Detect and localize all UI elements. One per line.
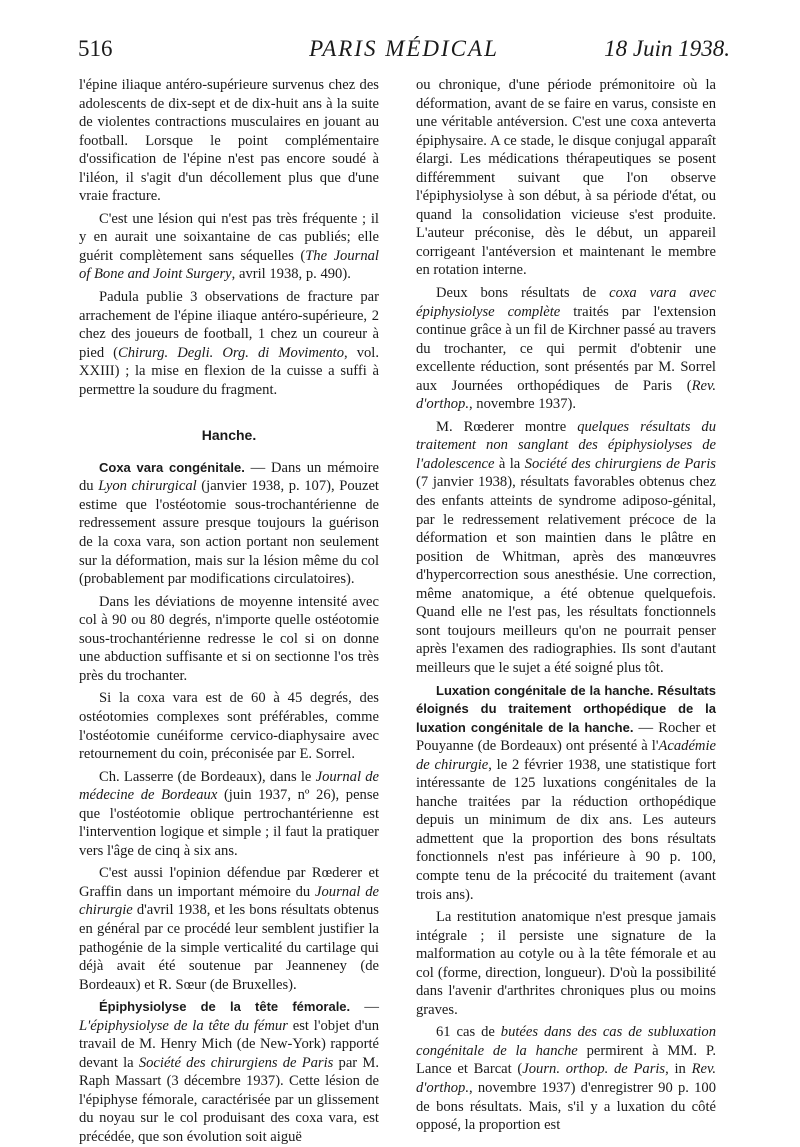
subsection-heading: Coxa vara congénitale.: [99, 459, 245, 475]
paragraph: Si la coxa vara est de 60 à 45 degrés, des ostéotomies complexes sont préférables, comme l'ostéotomie cunéiforme cervico-diaphysaire avec retournement du coin, préconisée par E. Sorrel.: [79, 690, 379, 763]
paragraph: 61 cas de butées dans des cas de subluxation congénitale de la hanche permirent à MM. P. Lance et Barcat (Journ. orthop. de Paris, in Rev. d'orthop., novembre 1937) d'enregistrer 90 p. 100 de bons résultats. Mais, s'il y a luxation du côté opposé, la proportion est: [416, 1024, 716, 1134]
paragraph: C'est aussi l'opinion défendue par Rœderer et Graffin dans un important mémoire du Journal de chirurgie d'avril 1938, et les bons résultats obtenus en général par ce procédé leur semblent justifier la pathogénie de la simple verticalité du cartilage qui déjà avait été soutenue par Jeanneney (de Bordeaux) et R. Sœur (de Bruxelles).: [79, 865, 380, 993]
paragraph: M. Rœderer montre quelques résultats du traitement non sanglant des épiphysiolyses de l'adolescence à la Société des chirurgiens de Paris (7 janvier 1938), résultats favorables obtenus chez des enfants atteints de syndrome adiposo-génital, par le redressement relativement précoce de la déformation et son maintien dans le plâtre en position de Whitman, après des manœuvres d'hypercorrection sous anesthésie. Une correction, même anatomique, a été obtenue quelquefois. Quand elle ne l'est pas, les résultats fonctionnels sont toujours meilleurs qu'on ne pourrait penser après l'examen des radiographies. Ils sont d'autant meilleurs que le sujet a été soigné plus tôt.: [416, 418, 716, 676]
subsection-heading: Épiphysiolyse de la tête fémorale.: [99, 999, 351, 1015]
paragraph: Padula publie 3 observations de fracture par arrachement de l'épine iliaque antéro-supérieure, 2 chez des joueurs de football, 1 chez un coureur à pied (Chirurg. Degli. Org. di Movimento, vol. XXIII) ; la mise en flexion de la cuisse a suffi à permettre la soudure du fragment.: [79, 289, 380, 398]
paragraph: Dans les déviations de moyenne intensité avec col à 90 ou 80 degrés, n'importe quelle ostéotomie sous-trochantérienne redresse le col si on donne une abduction suffisante et si on sectionne l'os très près du trochanter.: [79, 593, 379, 684]
subsection-heading: Luxation congénitale de la hanche. Résultats éloignés du traitement orthopédique de la luxation congénitale de la hanche.: [416, 682, 716, 735]
paragraph: l'épine iliaque antéro-supérieure survenus chez des adolescents de dix-sept et de dix-huit ans à la suite de violentes contractions musculaires en jouant au football. Lorsque le point complémentaire d'ossification de l'épine n'est pas encore soudé à l'iléon, il s'agit d'un décollement plus que d'une vraie fracture.: [79, 77, 379, 205]
paragraph: ou chronique, d'une période prémonitoire où la déformation, avant de se faire en varus, consiste en une véritable antéversion. C'est une coxa anteverta épiphysaire. A ce stade, le disque conjugal apparaît élargi. Les médications thérapeutiques se posent différemment suivant que l'on observe l'épiphysiolyse à son début, à sa période d'état, ou quand la consolidation vicieuse s'est produite. L'auteur préconise, dès le début, un appareil corrigeant l'antéversion et maintenant le membre en rotation interne.: [416, 77, 716, 279]
paragraph: Luxation congénitale de la hanche. Résultats éloignés du traitement orthopédique de la luxation congénitale de la hanche. — Rocher et Pouyanne (de Bordeaux) ont présenté à l'Académie de chirurgie, le 2 février 1938, une statistique fort intéressante de 125 luxations congénitales de la hanche traitées par la réduction orthopédique depuis un minimum de dix ans. Les auteurs admettent que la proportion des bons résultats fonctionnels n'est pas inférieure à 90 p. 100, compte tenu de la précocité du traitement (avant trois ans).: [416, 682, 717, 903]
journal-title: PARIS MÉDICAL: [309, 36, 499, 61]
paragraph: La restitution anatomique n'est presque jamais intégrale ; il persiste une signature de la malformation au cotyle ou à la tête fémorale et au col (forme, direction, longueur). D'où la possibilité dans l'avenir d'arthrites chroniques plus ou moins graves.: [416, 909, 716, 1018]
paragraph: Ch. Lasserre (de Bordeaux), dans le Journal de médecine de Bordeaux (juin 1937, nº 26), pense que l'ostéotomie oblique pertrochantérienne est l'intervention logique et simple ; il faut la pratiquer vers l'âge de cinq à six ans.: [79, 768, 380, 859]
paragraph: C'est une lésion qui n'est pas très fréquente ; il y en aurait une soixantaine de cas publiés; elle guérit complètement sans séquelles (The Journal of Bone and Joint Surgery, avril 1938, p. 490).: [79, 210, 379, 283]
paragraph: Épiphysiolyse de la tête fémorale. — L'épiphysiolyse de la tête du fémur est l'objet d'un travail de M. Henry Mich (de New-York) rapporté devant la Société des chirurgiens de Paris par M. Raph Massart (3 décembre 1937). Cette lésion de l'épiphyse fémorale, caractérisée par un glissement du noyau sur le col produisant des coxa vara, est précédée, que son évolution soit aiguë: [79, 999, 380, 1145]
section-title: Hanche.: [201, 427, 257, 444]
paragraph: Coxa vara congénitale. — Dans un mémoire du Lyon chirurgical (janvier 1938, p. 107), Pouzet estime que l'ostéotomie sous-trochantérienne de redressement assure presque toujours la guérison de la coxa vara, son action portant non seulement sur la déformation, mais sur la lésion même du col (probablement par modifications circulatoires).: [79, 459, 379, 588]
page-number: 516: [78, 36, 113, 61]
left-column: [79, 76, 379, 1147]
right-column: [416, 76, 716, 1135]
issue-date: 18 Juin 1938.: [604, 36, 730, 61]
paragraph: Deux bons résultats de coxa vara avec épiphysiolyse complète traités par l'extension continue grâce à un fil de Kirchner passé au travers du trochanter, ce qui permit d'obtenir une excellente réduction, sont présentés par M. Sorrel aux Journées orthopédiques de Paris (Rev. d'orthop., novembre 1937).: [416, 285, 716, 413]
page-header: [78, 36, 730, 76]
